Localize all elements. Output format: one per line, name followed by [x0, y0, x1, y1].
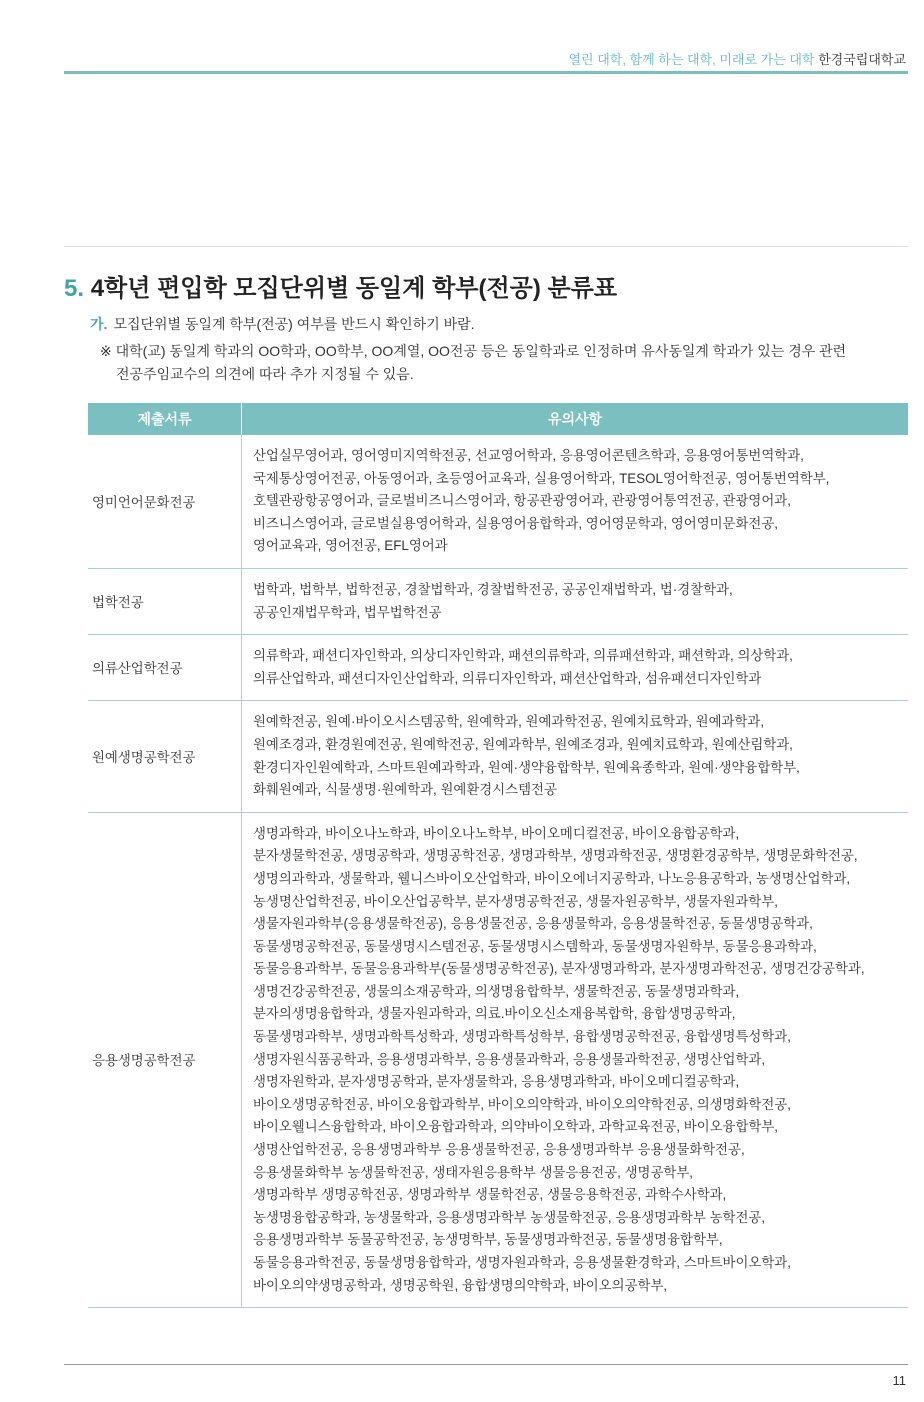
section-title-text: 4학년 편입학 모집단위별 동일계 학부(전공) 분류표	[90, 275, 618, 302]
department-line: 생명건강공학전공, 생물의소재공학과, 의생명융합학부, 생물학전공, 동물생명과학과,	[253, 983, 740, 999]
departments-cell	[242, 635, 909, 701]
table-row	[88, 435, 908, 568]
table-row	[88, 812, 908, 1307]
item-marker: 가.	[90, 316, 108, 332]
department-line: 동물생명과학부, 생명과학특성학과, 생명과학특성학부, 융합생명공학전공, 융합생명특성학과,	[253, 1029, 791, 1045]
unit-cell: 응용생명공학전공	[88, 812, 242, 1307]
department-line: 호텔관광항공영어과, 글로벌비즈니스영어과, 항공관광영어과, 관광영어통역전공, 관광영어과,	[253, 493, 791, 509]
table-header-row	[88, 403, 908, 435]
page-number: 11	[892, 1373, 906, 1388]
department-line: 생명과학부 생명공학전공, 생명과학부 생물학전공, 생물응용학전공, 과학수사학과,	[253, 1187, 727, 1203]
department-line: 동물생명공학전공, 동물생명시스템전공, 동물생명시스템학과, 동물생명자원학부, 동물응용과학과,	[253, 938, 817, 954]
unit-cell: 원예생명공학전공	[88, 701, 242, 812]
unit-cell: 의류산업학전공	[88, 635, 242, 701]
department-line: 농생명융합공학과, 농생물학과, 응용생명과학부 농생물학전공, 응용생명과학부 농학전공,	[253, 1209, 766, 1225]
section-title	[64, 268, 617, 303]
department-line: 응용생물화학부 농생물학전공, 생태자원응용학부 생물응용전공, 생명공학부,	[253, 1164, 693, 1180]
header-rule	[64, 71, 908, 74]
department-line: 바이오의약생명공학과, 생명공학원, 융합생명의약학과, 바이오의공학부,	[253, 1277, 668, 1293]
department-line: 분자의생명융합학과, 생물자원과학과, 의료.바이오신소재융복합학, 융합생명공학과,	[253, 1006, 736, 1022]
departments-cell	[242, 812, 909, 1307]
departments-cell	[242, 568, 909, 634]
department-line: 생명자원학과, 분자생명공학과, 분자생물학과, 응용생명과학과, 바이오메디컬공학과,	[253, 1074, 740, 1090]
department-line: 바이오생명공학전공, 바이오융합과학부, 바이오의약학과, 바이오의약학전공, 의생명화학전공,	[253, 1096, 791, 1112]
column-header: 유의사항	[242, 403, 909, 435]
note-line-2: 전공주임교수의 의견에 따라 추가 지정될 수 있음.	[116, 366, 414, 382]
unit-cell: 영미언어문화전공	[88, 435, 242, 568]
classification-table	[88, 403, 908, 1308]
header-university: 한경국립대학교	[818, 52, 906, 67]
department-line: 생물자원과학부(응용생물학전공), 응용생물전공, 응용생물학과, 응용생물학전공, 동물생명공학과,	[253, 916, 813, 932]
departments-cell	[242, 435, 909, 568]
department-line: 영어교육과, 영어전공, EFL영어과	[253, 538, 448, 554]
note	[100, 340, 910, 386]
department-line: 의류학과, 패션디자인학과, 의상디자인학과, 패션의류학과, 의류패션학과, 패션학과, 의상학과,	[253, 648, 793, 664]
department-line: 분자생물학전공, 생명공학과, 생명공학전공, 생명과학부, 생명과학전공, 생명환경공학부, 생명문화학전공,	[253, 848, 858, 864]
item-ga	[90, 314, 475, 334]
section-divider	[64, 246, 908, 247]
department-line: 의류산업학과, 패션디자인산업학과, 의류디자인학과, 패션산업학과, 섬유패션디자인학과	[253, 670, 762, 686]
table-row	[88, 701, 908, 812]
section-number: 5.	[64, 275, 85, 302]
table-row	[88, 568, 908, 634]
unit-cell: 법학전공	[88, 568, 242, 634]
department-line: 생명산업학전공, 응용생명과학부 응용생물학전공, 응용생명과학부 응용생물화학전공,	[253, 1142, 745, 1158]
column-header: 제출서류	[88, 403, 242, 435]
item-text: 모집단위별 동일계 학부(전공) 여부를 반드시 확인하기 바람.	[113, 316, 475, 332]
department-line: 법학과, 법학부, 법학전공, 경찰법학과, 경찰법학전공, 공공인재법학과, 법·경찰학과,	[253, 581, 733, 597]
department-line: 동물응용과학전공, 동물생명융합학과, 생명자원과학과, 응용생물환경학과, 스마트바이오학과,	[253, 1255, 791, 1270]
department-line: 국제통상영어전공, 아동영어과, 초등영어교육과, 실용영어학과, TESOL영어학전공, 영어통번역학부,	[253, 470, 830, 486]
department-line: 원예학전공, 원예·바이오시스템공학, 원예학과, 원예과학전공, 원예치료학과, 원예과학과,	[253, 714, 765, 730]
department-line: 응용생명과학부 동물공학전공, 농생명학부, 동물생명과학전공, 동물생명융합학부,	[253, 1232, 723, 1248]
footer-rule	[64, 1364, 908, 1365]
departments-cell	[242, 701, 909, 812]
header-slogan: 열린 대학, 함께 하는 대학, 미래로 가는 대학	[568, 52, 815, 67]
department-line: 원예조경과, 환경원예전공, 원예학전공, 원예과학부, 원예조경과, 원예치료학과, 원예산림학과,	[253, 736, 793, 752]
department-line: 산업실무영어과, 영어영미지역학전공, 선교영어학과, 응용영어콘텐츠학과, 응용영어통번역학과,	[253, 448, 804, 463]
department-line: 생명의과학과, 생물학과, 웰니스바이오산업학과, 바이오에너지공학과, 나노응용공학과, 농생명산업학과,	[253, 870, 851, 886]
department-line: 바이오웰니스융합학과, 바이오융합과학과, 의약바이오학과, 과학교육전공, 바이오융합학부,	[253, 1119, 779, 1135]
department-line: 생명과학과, 바이오나노학과, 바이오나노학부, 바이오메디컬전공, 바이오융합공학과,	[253, 825, 740, 841]
department-line: 동물응용과학부, 동물응용과학부(동물생명공학전공), 분자생명과학과, 분자생명과학전공, 생명건강공학과,	[253, 961, 865, 977]
table-body	[88, 435, 908, 1308]
department-line: 비즈니스영어과, 글로벌실용영어학과, 실용영어융합학과, 영어영문학과, 영어영미문화전공,	[253, 515, 779, 531]
running-header	[568, 49, 906, 68]
table-row	[88, 635, 908, 701]
department-line: 환경디자인원예학과, 스마트원예과학과, 원예·생약융합학부, 원예육종학과, 원예·생약융합학부,	[253, 759, 800, 775]
department-line: 화훼원예과, 식물생명·원예학과, 원예환경시스템전공	[253, 782, 557, 798]
department-line: 농생명산업학전공, 바이오산업공학부, 분자생명공학전공, 생물자원공학부, 생물자원과학부,	[253, 893, 779, 909]
department-line: 생명자원식품공학과, 응용생명과학부, 응용생물과학과, 응용생물과학전공, 생명산업학과,	[253, 1051, 766, 1067]
department-line: 공공인재법무학과, 법무법학전공	[253, 604, 442, 620]
note-line-1: ※ 대학(교) 동일계 학과의 OO학과, OO학부, OO계열, OO전공 등은 동일학과로 인정하며 유사동일계 학과가 있는 경우 관련	[100, 343, 847, 359]
